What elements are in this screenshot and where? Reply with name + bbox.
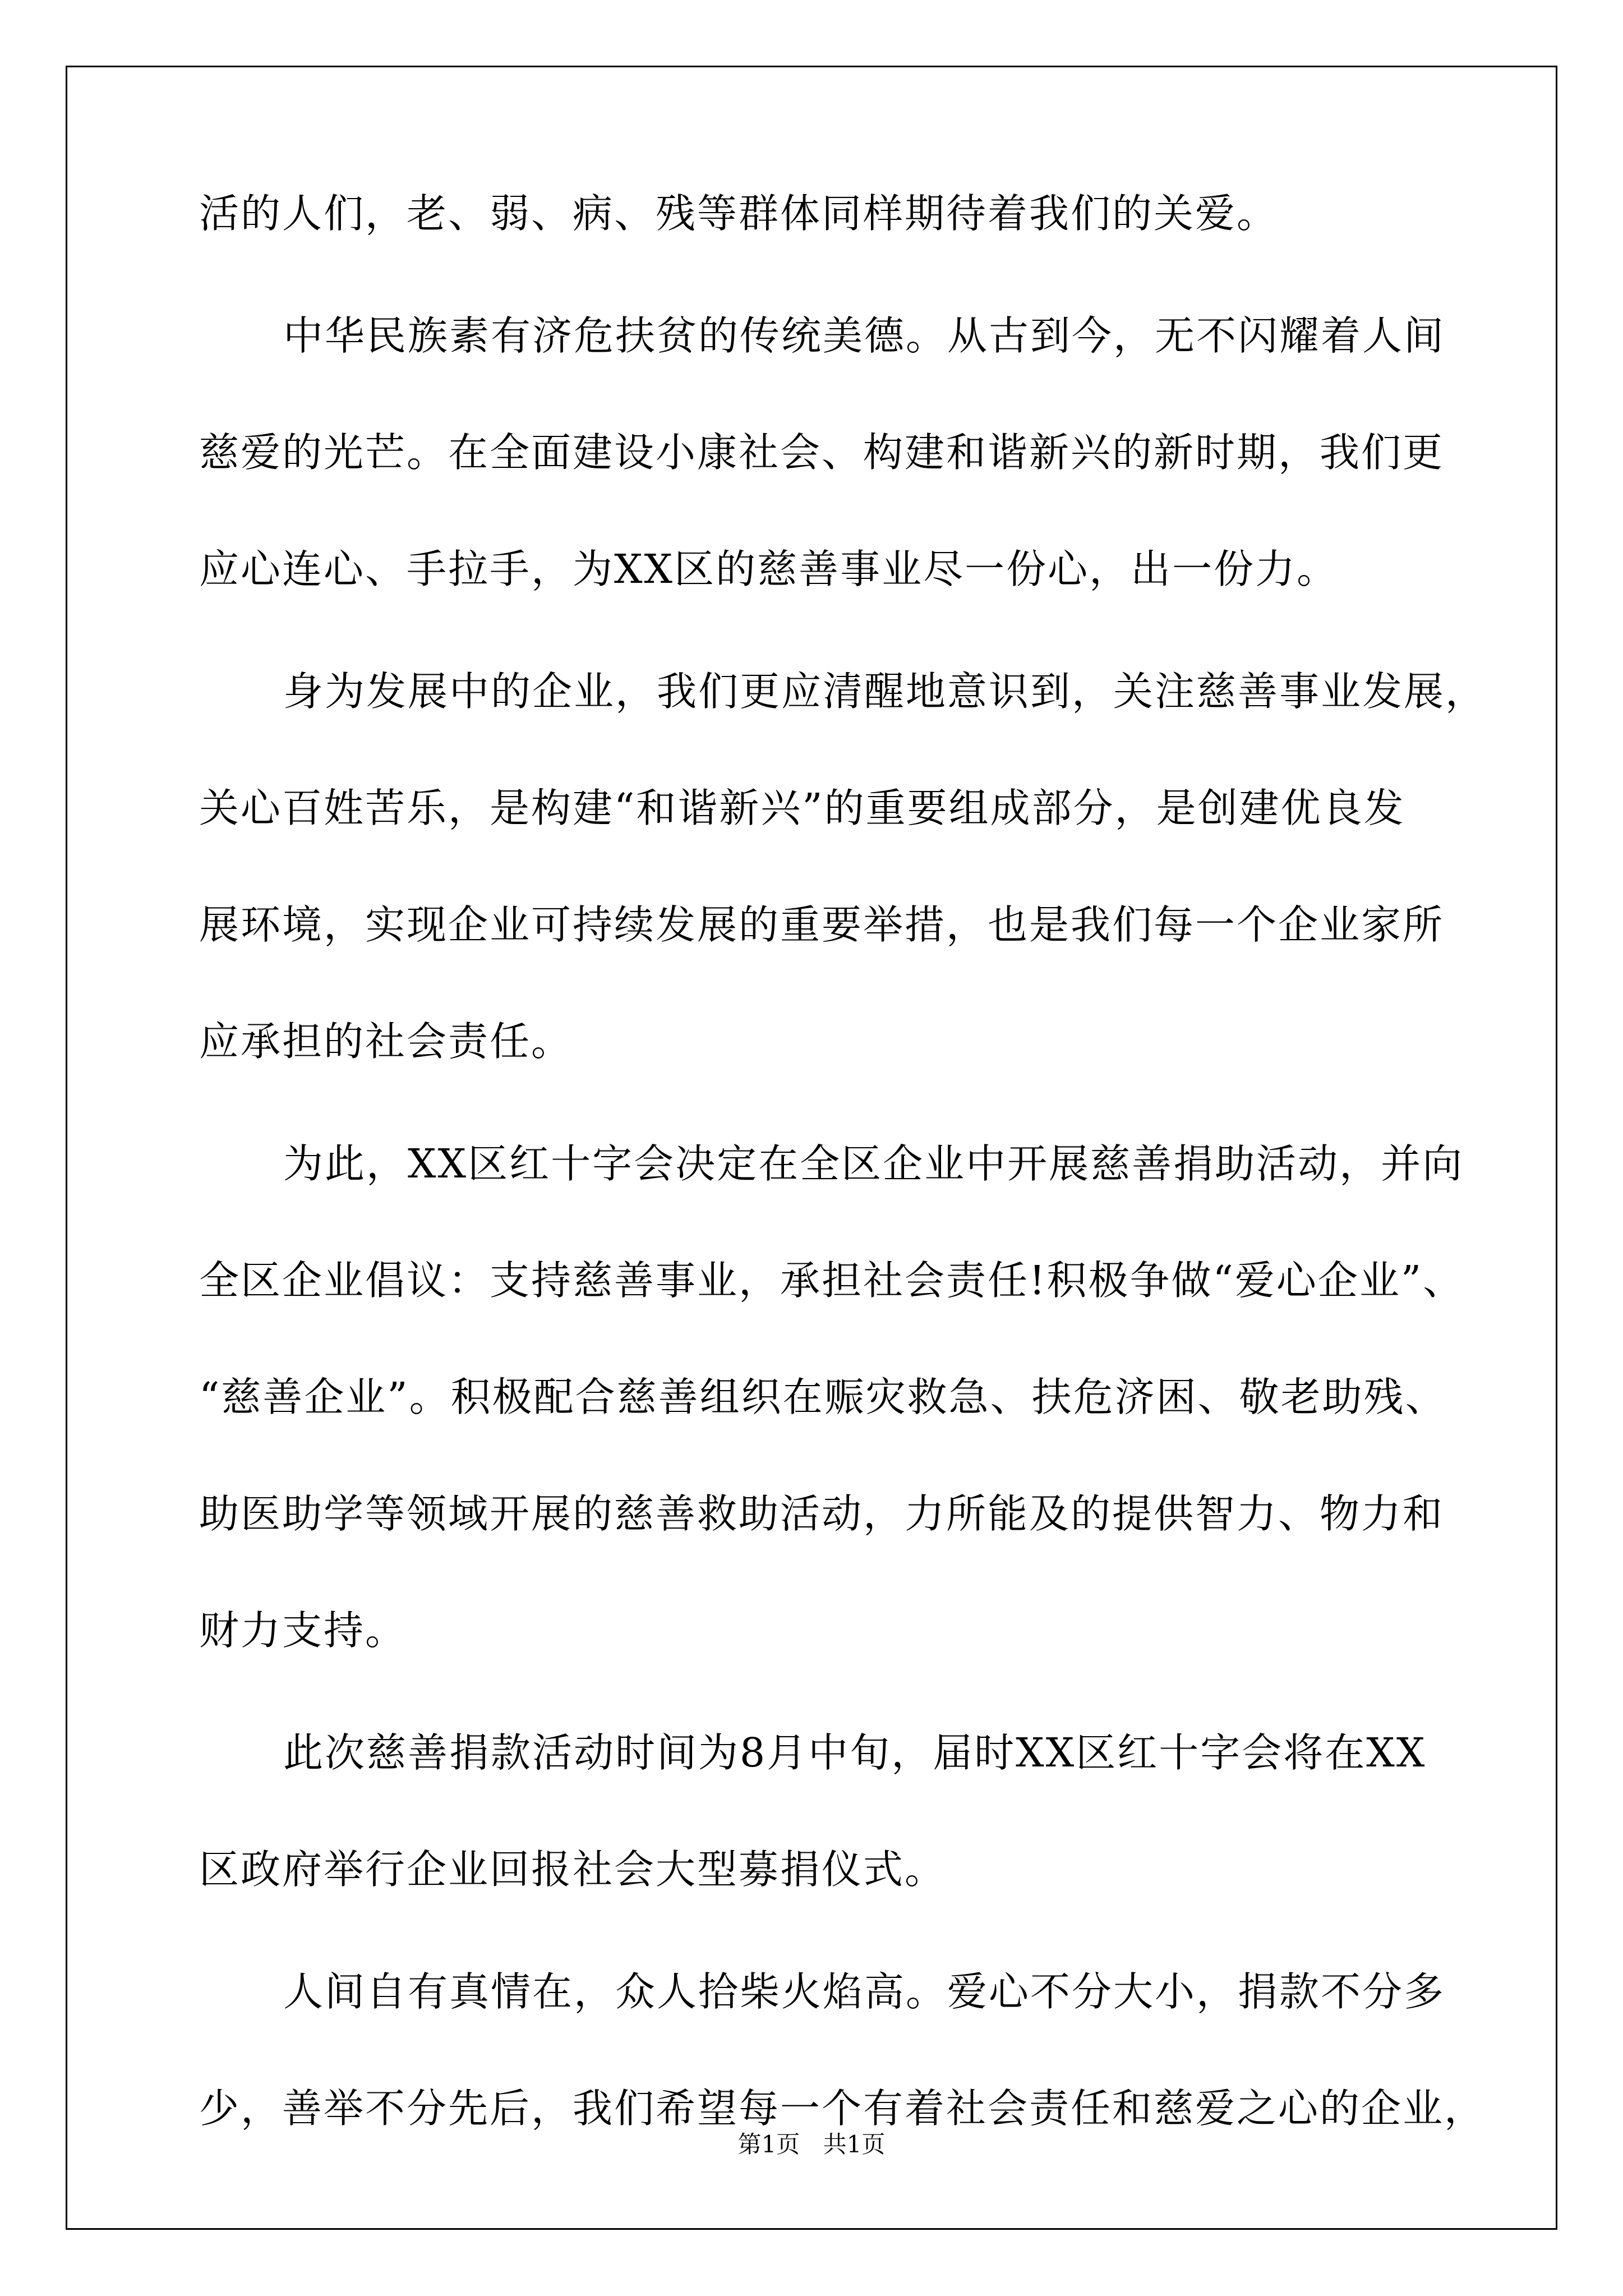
text-line-17: 少，善举不分先后，我们希望每一个有着社会责任和慈爱之心的企业， xyxy=(199,2085,1486,2132)
text-line-5: 身为发展中的企业，我们更应清醒地意识到，关注慈善事业发展， xyxy=(283,668,1487,715)
text-line-4: 应心连心、手拉手，为XX区的慈善事业尽一份心，出一份力。 xyxy=(199,546,1339,592)
text-line-1: 活的人们，老、弱、病、残等群体同样期待着我们的关爱。 xyxy=(199,190,1279,237)
text-line-8: 应承担的社会责任。 xyxy=(199,1018,573,1065)
text-line-12: 助医助学等领域开展的慈善救助活动，力所能及的提供智力、物力和 xyxy=(199,1490,1445,1537)
text-line-10: 全区企业倡议：支持慈善事业，承担社会责任!积极争做“爱心企业”、 xyxy=(199,1257,1465,1304)
text-line-16: 人间自有真情在，众人拾柴火焰高。爱心不分大小，捐款不分多 xyxy=(283,1968,1446,2015)
text-line-7: 展环境，实现企业可持续发展的重要举措，也是我们每一个企业家所 xyxy=(199,901,1445,948)
text-line-14: 此次慈善捐款活动时间为8月中旬，届时XX区红十字会将在XX xyxy=(283,1729,1427,1776)
text-line-13: 财力支持。 xyxy=(199,1607,407,1654)
text-line-2: 中华民族素有济危扶贫的传统美德。从古到今，无不闪耀着人间 xyxy=(283,312,1446,359)
page-number-total: 共1页 xyxy=(823,2131,886,2158)
page-number-current: 第1页 xyxy=(737,2131,800,2158)
text-line-9: 为此，XX区红十字会决定在全区企业中开展慈善捐助活动，并向 xyxy=(283,1140,1464,1187)
text-line-15: 区政府举行企业回报社会大型募捐仪式。 xyxy=(199,1846,947,1893)
text-line-11: “慈善企业”。积极配合慈善组织在赈灾救急、扶危济困、敬老助残、 xyxy=(199,1374,1447,1420)
text-line-3: 慈爱的光芒。在全面建设小康社会、构建和谐新兴的新时期，我们更 xyxy=(199,429,1445,476)
page-footer xyxy=(0,2126,1623,2160)
text-line-6: 关心百姓苦乐，是构建“和谐新兴”的重要组成部分，是创建优良发 xyxy=(199,785,1405,831)
